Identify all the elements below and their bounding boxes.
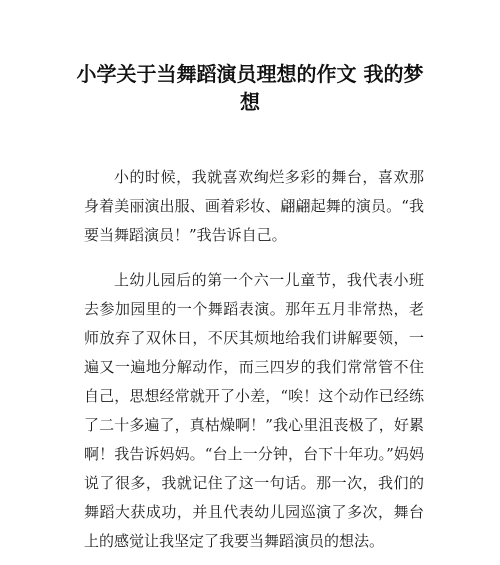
- paragraph-1: 小的时候，我就喜欢绚烂多彩的舞台，喜欢那身着美丽演出服、画着彩妆、翩翩起舞的演员。“我要当舞蹈演员！”我告诉自己。: [84, 168, 424, 244]
- document-title: 小学关于当舞蹈演员理想的作文 我的梦想: [76, 62, 424, 114]
- paragraph-2: 上幼儿园后的第一个六一儿童节，我代表小班去参加园里的一个舞蹈表演。那年五月非常热，老师放弃了双休日，不厌其烦地给我们讲解要领，一遍又一遍地分解动作，而三四岁的我们常常管不住自己，思想经常就开了小差，“唉！这个动作已经练了二十多遍了，真枯燥啊！”我心里沮丧极了，好累啊！我告诉妈妈。“台上一分钟，台下十年功。”妈妈说了很多，我就记住了这一句话。那一次，我们的舞蹈大获成功，并且代表幼儿园巡演了多次，舞台上的感觉让我坚定了我要当舞蹈演员的想法。: [84, 271, 424, 550]
